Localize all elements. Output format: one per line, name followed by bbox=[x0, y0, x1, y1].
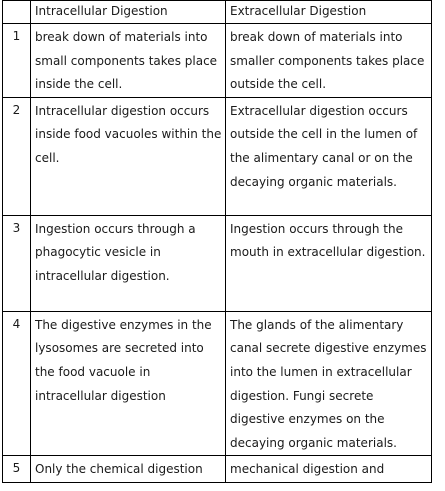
table-row bbox=[3, 456, 432, 483]
row-number: 4 bbox=[3, 311, 31, 456]
intracellular-cell: The digestive enzymes in the lysosomes are secreted into the food vacuole in intracellular digestion bbox=[31, 311, 226, 456]
header-extracellular: Extracellular Digestion bbox=[226, 1, 432, 24]
row-number: 1 bbox=[3, 24, 31, 98]
intracellular-cell: break down of materials into small components takes place inside the cell. bbox=[31, 24, 226, 98]
row-number: 2 bbox=[3, 97, 31, 215]
intracellular-cell: Intracellular digestion occurs inside food vacuoles within the cell. bbox=[31, 97, 226, 215]
header-intracellular: Intracellular Digestion bbox=[31, 1, 226, 24]
table-row bbox=[3, 311, 432, 456]
table-row bbox=[3, 215, 432, 311]
extracellular-cell: Extracellular digestion occurs outside the cell in the lumen of the alimentary canal or on the decaying organic materials. bbox=[226, 97, 432, 215]
table-row bbox=[3, 24, 432, 98]
header-number-cell bbox=[3, 1, 31, 24]
row-number: 5 bbox=[3, 456, 31, 483]
intracellular-cell: Only the chemical digestion bbox=[31, 456, 226, 483]
extracellular-cell: Ingestion occurs through the mouth in extracellular digestion. bbox=[226, 215, 432, 311]
table-row bbox=[3, 97, 432, 215]
extracellular-cell: The glands of the alimentary canal secrete digestive enzymes into the lumen in extracellular digestion. Fungi secrete digestive enzymes on the decaying organic materials. bbox=[226, 311, 432, 456]
row-number: 3 bbox=[3, 215, 31, 311]
digestion-comparison-table bbox=[2, 0, 432, 483]
table-header-row bbox=[3, 1, 432, 24]
intracellular-cell: Ingestion occurs through a phagocytic vesicle in intracellular digestion. bbox=[31, 215, 226, 311]
extracellular-cell: mechanical digestion and bbox=[226, 456, 432, 483]
extracellular-cell: break down of materials into smaller components takes place outside the cell. bbox=[226, 24, 432, 98]
